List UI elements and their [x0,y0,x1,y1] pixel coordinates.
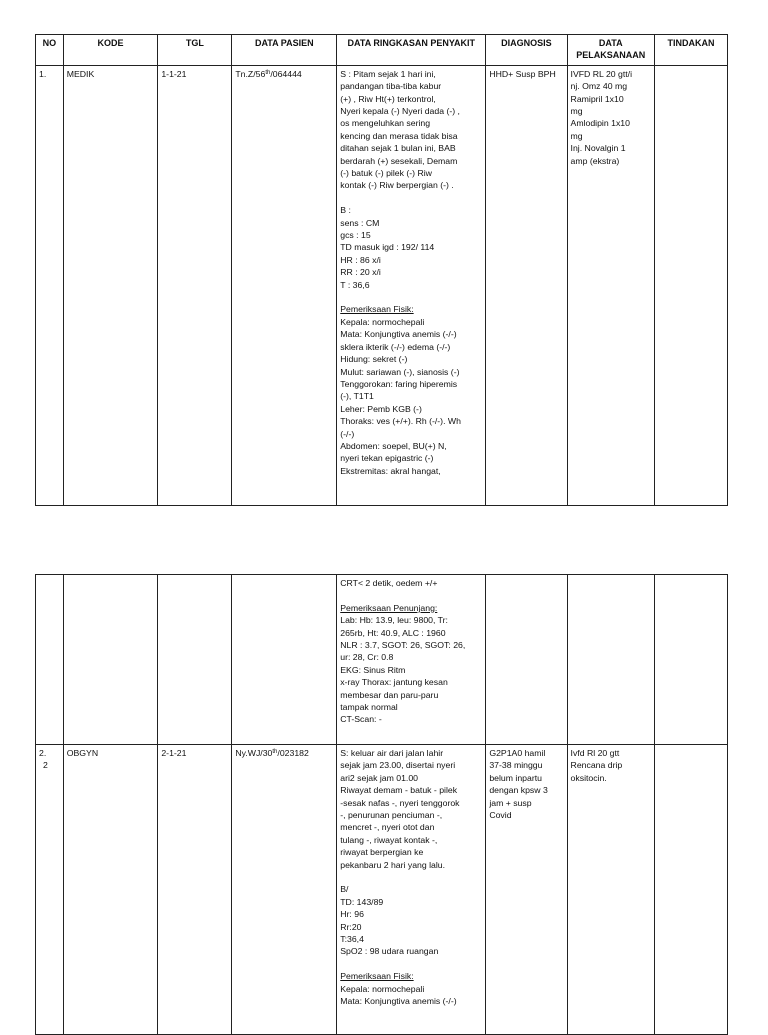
header-kode: KODE [63,35,158,66]
header-data-ringkasan: DATA RINGKASAN PENYAKIT [337,35,486,66]
section-heading-pemeriksaan-fisik: Pemeriksaan Fisik: [340,971,414,982]
entry-2-kode: OBGYN [63,745,158,1035]
section-heading-pemeriksaan-penunjang: Pemeriksaan Penunjang: [340,602,438,613]
entry-1-no: 1. [36,65,64,505]
entry-1-tgl: 1-1-21 [158,65,232,505]
entry-1-pelaksanaan: IVFD RL 20 gtt/i nj. Omz 40 mg Ramipril 1x10 mg Amlodipin 1x10 mg Inj. Novalgin 1 amp (ekstra) [567,65,654,505]
entry-1-ringkasan-continued: CRT< 2 detik, oedem +/+ Pemeriksaan Penunjang: Lab: Hb: 13.9, leu: 9800, Tr: 265rb, Ht: 40.9, ALC : 1960 NLR : 3.7, SGOT: 26, SGOT: 26, ur: 28, Cr: 0.8 EKG: Sinus Ritm x-ray Thorax: jantung kesan membesar dan paru-paru tampak normal CT-Scan: - [337,575,486,745]
table-header-row [36,35,728,66]
header-no: NO [36,35,64,66]
entry-2-pelaksanaan: Ivfd Rl 20 gtt Rencana drip oksitocin. [567,745,654,1035]
table-row [36,65,728,505]
header-diagnosis: DIAGNOSIS [486,35,567,66]
entry-2-diagnosis: G2P1A0 hamil 37-38 minggu belum inpartu dengan kpsw 3 jam + susp Covid [486,745,567,1035]
entry-2-pasien: Ny.WJ/30th/023182 [232,745,337,1035]
header-tgl: TGL [158,35,232,66]
medical-record-table-page-1 [35,34,728,506]
entry-1-tindakan [654,65,727,505]
entry-2-ringkasan: S: keluar air dari jalan lahir sejak jam 23.00, disertai nyeri ari2 sejak jam 01.00 Riwayat demam - batuk - pilek -sesak nafas -, nyeri tenggorok -, penurunan penciuman -, mencret -, nyeri otot dan tulang -, riwayat kontak -, riwayat berpergian ke pekanbaru 2 hari yang lalu. B/ TD: 143/89 Hr: 96 Rr:20 T:36,4 SpO2 : 98 udara ruangan Pemeriksaan Fisik: Kepala: normochepali Mata: Konjungtiva anemis (-/-) [337,745,486,1035]
header-data-pelaksanaan: DATA PELAKSANAAN [567,35,654,66]
table-row [36,745,728,1035]
entry-1-diagnosis: HHD+ Susp BPH [486,65,567,505]
entry-1-kode: MEDIK [63,65,158,505]
section-heading-pemeriksaan-fisik: Pemeriksaan Fisik: [340,304,414,315]
header-data-pasien: DATA PASIEN [232,35,337,66]
table-row [36,575,728,745]
entry-2-tgl: 2-1-21 [158,745,232,1035]
entry-1-pasien: Tn.Z/56th/064444 [232,65,337,505]
entry-2-no: 2. 2 [36,745,64,1035]
entry-2-tindakan [654,745,727,1035]
header-tindakan: TINDAKAN [654,35,727,66]
medical-record-table-page-2 [35,574,728,1035]
entry-1-ringkasan: S : Pitam sejak 1 hari ini, pandangan tiba-tiba kabur (+) , Riw Ht(+) terkontrol, Nyeri kepala (-) Nyeri dada (-) , os mengeluhkan sering kencing dan merasa tidak bisa ditahan sejak 1 bulan ini, BAB berdarah (+) sesekali, Demam (-) batuk (-) pilek (-) Riw kontak (-) Riw berpergian (-) . B : sens : CM gcs : 15 TD masuk igd : 192/ 114 HR : 86 x/i RR : 20 x/i T : 36,6 Pemeriksaan Fisik: Kepala: normochepali Mata: Konjungtiva anemis (-/-) sklera ikterik (-/-) edema (-/-) Hidung: sekret (-) Mulut: sariawan (-), sianosis (-) Tenggorokan: faring hiperemis (-), T1T1 Leher: Pemb KGB (-) Thoraks: ves (+/+). Rh (-/-). Wh (-/-) Abdomen: soepel, BU(+) N, nyeri tekan epigastric (-) Ekstremitas: akral hangat, [337,65,486,505]
